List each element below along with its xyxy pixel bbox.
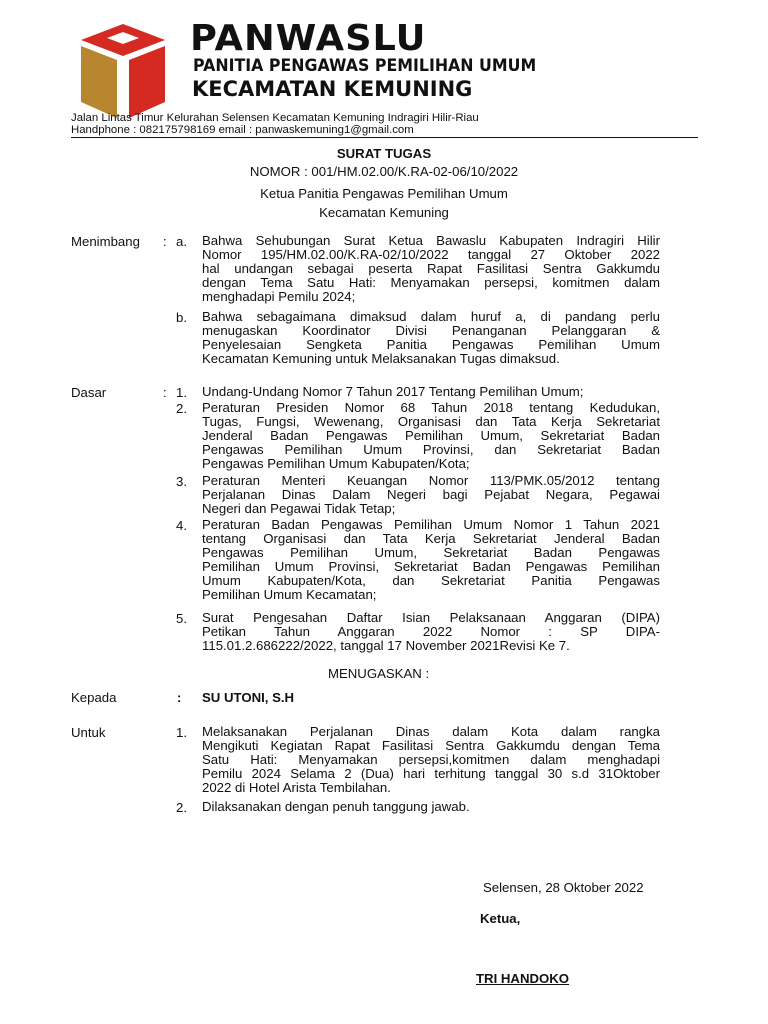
header-divider (71, 137, 698, 138)
text-line: Pengawas Pemilihan Umum, Sekretariat Badan Pengawas (202, 544, 660, 560)
text-line: Pemilihan Umum Provinsi, Sekretariat Badan Pengawas Pemilihan (202, 558, 660, 574)
text-line: Surat Pengesahan Daftar Isian Pelaksanaan Anggaran (DIPA) (202, 610, 660, 625)
text-line: Peraturan Badan Pengawas Pemilihan Umum Nomor 1 Tahun 2021 (202, 517, 660, 532)
text-line: Pengawas Pemilihan Umum Kabupaten/Kota; (202, 455, 470, 471)
text-line: Bahwa Sehubungan Surat Ketua Bawaslu Kabupaten Indragiri Hilir (202, 233, 660, 248)
dasar-item-4 (202, 518, 660, 601)
dasar-item-3 (202, 474, 660, 516)
document-title: SURAT TUGAS (336, 146, 432, 161)
text-line: 2022 di Hotel Arista Tembilahan. (202, 779, 391, 795)
text-line: 115.01.2.686222/2022, tanggal 17 November 2021Revisi Ke 7. (202, 637, 570, 653)
text-line: Peraturan Presiden Nomor 68 Tahun 2018 tentang Kedudukan, (202, 400, 660, 415)
menimbang-label: Menimbang (71, 234, 140, 249)
text-line: Jenderal Badan Pengawas Pemilihan Umum, Sekretariat Badan (202, 427, 660, 443)
panwaslu-logo-icon (77, 22, 169, 122)
text-line: Mengikuti Kegiatan Rapat Fasilitasi Sentra Gakkumdu dengan Tema (202, 737, 660, 753)
text-line: Undang-Undang Nomor 7 Tahun 2017 Tentang Pemilihan Umum; (202, 384, 584, 399)
place-date: Selensen, 28 Oktober 2022 (483, 880, 644, 895)
text-line: Petikan Tahun Anggaran 2022 Nomor : SP DIPA- (202, 623, 660, 639)
menugaskan-heading: MENUGASKAN : (328, 666, 430, 681)
text-line: Pengawas Pemilihan Umum Provinsi, dan Sekretariat Badan (202, 441, 660, 457)
list-marker: 2. (176, 401, 187, 416)
text-line: Perjalanan Dinas Dalam Negeri bagi Pejabat Negara, Pegawai (202, 486, 660, 502)
kepada-label: Kepada (71, 690, 117, 705)
text-line: Pemilihan Umum Kecamatan; (202, 586, 377, 602)
text-line: Melaksanakan Perjalanan Dinas dalam Kota dalam rangka (202, 724, 660, 739)
menimbang-colon: : (163, 234, 167, 249)
text-line: Pemilu 2024 Selama 2 (Dua) hari terhitung tanggal 30 s.d 31Oktober (202, 765, 660, 781)
text-line: Dilaksanakan dengan penuh tanggung jawab. (202, 799, 470, 814)
signer-position: Ketua, (480, 911, 521, 926)
text-line: hal undangan sebagai peserta Rapat Fasilitasi Sentra Gakkumdu (202, 260, 660, 276)
dasar-label: Dasar (71, 385, 107, 400)
list-marker: 2. (176, 800, 187, 815)
text-line: Penyelesaian Sengketa Panitia Pengawas Pemilihan Umum (202, 336, 660, 352)
text-line: tentang Organisasi dan Tata Kerja Sekretariat Jenderal Badan (202, 530, 660, 546)
untuk-item-1 (202, 725, 660, 795)
text-line: Tugas, Fungsi, Wewenang, Organisasi dan Tata Kerja Sekretariat (202, 413, 660, 429)
list-marker: 4. (176, 518, 187, 533)
text-line: dengan Tema Satu Hati: Menyamakan persepsi, komitmen dalam (202, 274, 660, 290)
dasar-item-1 (202, 385, 660, 399)
text-line: menghadapi Pemilu 2024; (202, 288, 356, 304)
list-marker: 3. (176, 474, 187, 489)
text-line: Satu Hati: Menyamakan persepsi,komitmen dalam menghadapi (202, 751, 660, 767)
org-full-name: PANITIA PENGAWAS PEMILIHAN UMUM (193, 56, 537, 76)
dasar-item-2 (202, 401, 660, 471)
list-marker: a. (176, 234, 187, 249)
org-name: PANWASLU (190, 18, 427, 59)
text-line: Kecamatan Kemuning untuk Melaksanakan Tugas dimaksud. (202, 350, 560, 366)
text-line: menugaskan Koordinator Divisi Penanganan Pelanggaran & (202, 322, 660, 338)
issuer-line-1: Ketua Panitia Pengawas Pemilihan Umum (260, 186, 508, 201)
text-line: Umum Kabupaten/Kota, dan Sekretariat Panitia Pengawas (202, 572, 660, 588)
org-unit: KECAMATAN KEMUNING (192, 77, 473, 101)
address-line: Jalan Lintas Timur Kelurahan Selensen Kecamatan Kemuning Indragiri Hilir-Riau (71, 112, 479, 124)
text-line: Nomor 195/HM.02.00/K.RA-02/10/2022 tanggal 27 Oktober 2022 (202, 246, 660, 262)
untuk-item-2 (202, 800, 660, 814)
signer-name: TRI HANDOKO (476, 971, 570, 986)
list-marker: 1. (176, 725, 187, 740)
menimbang-item-b (202, 310, 660, 366)
assignee-name: SU UTONI, S.H (202, 690, 295, 705)
menimbang-item-a (202, 234, 660, 304)
text-line: Bahwa sebagaimana dimaksud dalam huruf a, di pandang perlu (202, 309, 660, 324)
list-marker: 1. (176, 385, 187, 400)
text-line: Peraturan Menteri Keuangan Nomor 113/PMK.05/2012 tentang (202, 473, 660, 488)
dasar-colon: : (163, 385, 167, 400)
issuer-line-2: Kecamatan Kemuning (319, 205, 449, 220)
contact-line: Handphone : 082175798169 email : panwaskemuning1@gmail.com (71, 124, 414, 136)
text-line: Negeri dan Pegawai Tidak Tetap; (202, 500, 396, 516)
kepada-colon: : (177, 690, 182, 705)
dasar-item-5 (202, 611, 660, 653)
untuk-label: Untuk (71, 725, 106, 740)
list-marker: b. (176, 310, 187, 325)
list-marker: 5. (176, 611, 187, 626)
document-number: NOMOR : 001/HM.02.00/K.RA-02-06/10/2022 (249, 164, 519, 179)
